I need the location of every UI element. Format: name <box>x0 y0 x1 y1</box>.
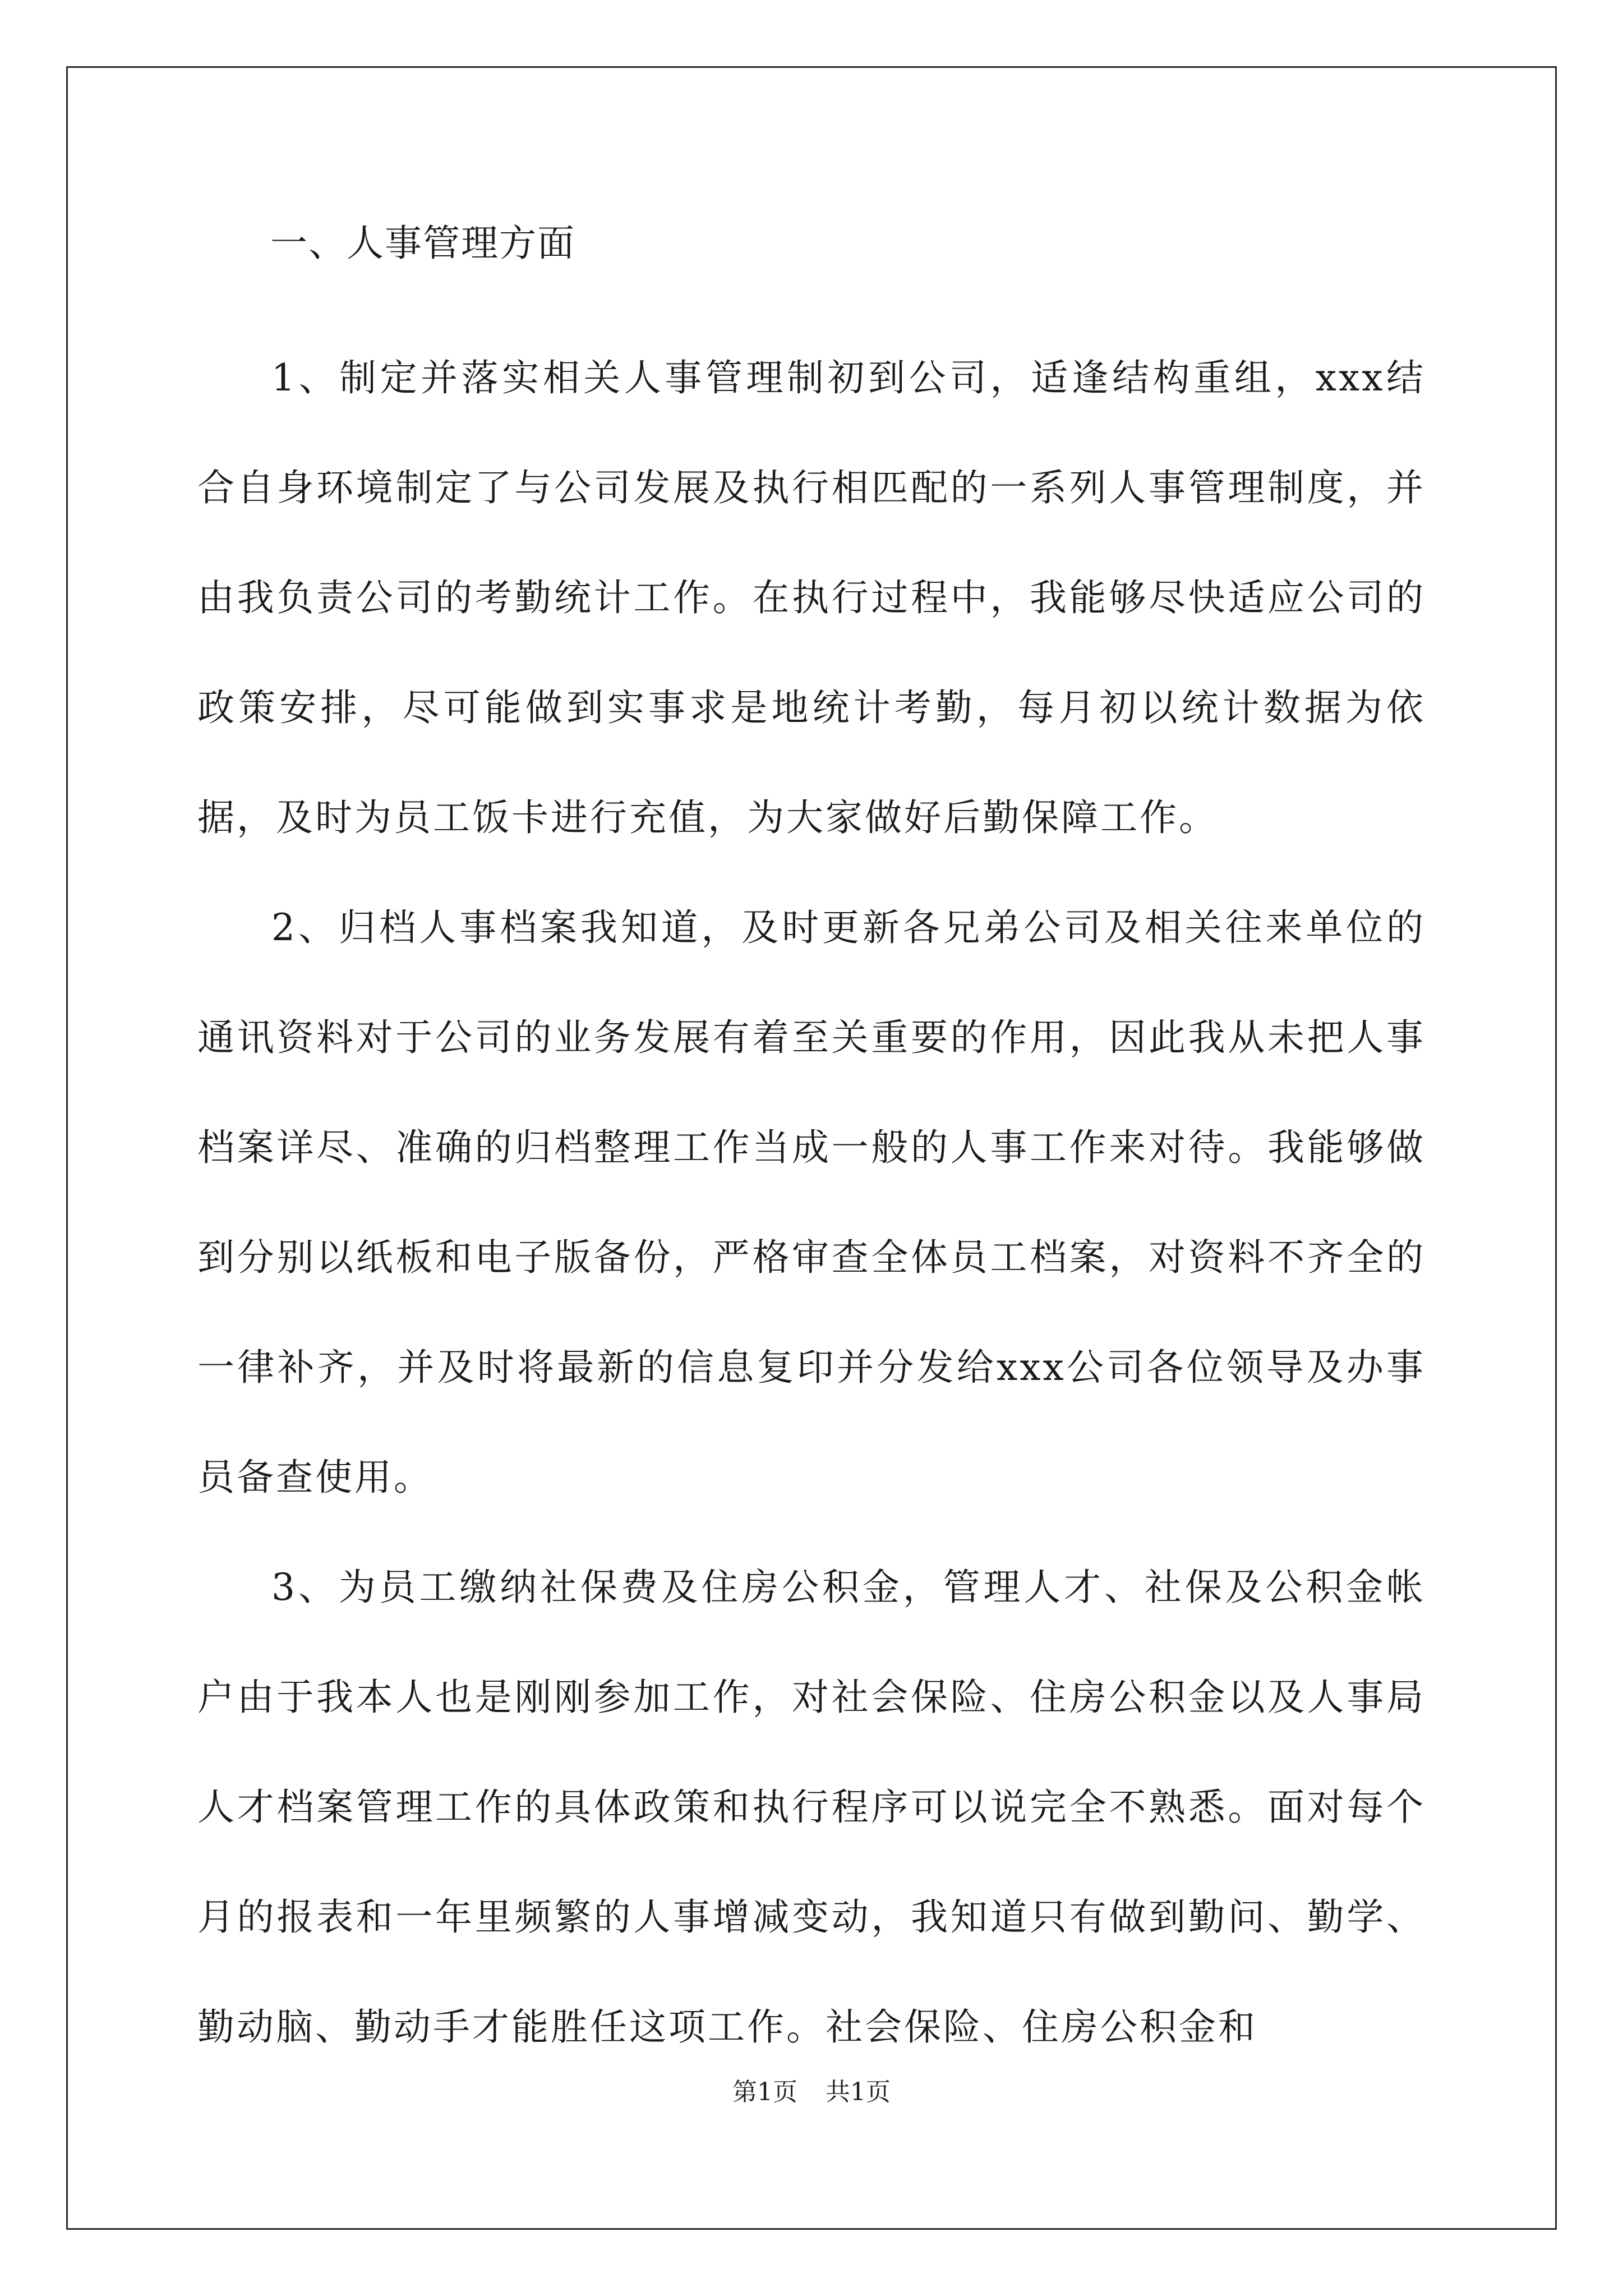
page-footer <box>0 2076 1623 2109</box>
section-heading: 一、人事管理方面 <box>270 222 575 265</box>
paragraph-1: 1、制定并落实相关人事管理制初到公司，适逢结构重组，xxx结合自身环境制定了与公司发展及执行相匹配的一系列人事管理制度，并由我负责公司的考勤统计工作。在执行过程中，我能够尽快适应公司的政策安排，尽可能做到实事求是地统计考勤，每月初以统计数据为依据，及时为员工饭卡进行充值，为大家做好后勤保障工作。 <box>197 356 1426 839</box>
paragraph-2: 2、归档人事档案我知道，及时更新各兄弟公司及相关往来单位的通讯资料对于公司的业务发展有着至关重要的作用，因此我从未把人事档案详尽、准确的归档整理工作当成一般的人事工作来对待。我能够做到分别以纸板和电子版备份，严格审查全体员工档案，对资料不齐全的一律补齐，并及时将最新的信息复印并分发给xxx公司各位领导及办事员备查使用。 <box>197 906 1426 1499</box>
document-body <box>197 215 1426 2082</box>
page-number: 第1页 <box>732 2078 797 2106</box>
paragraph-3: 3、为员工缴纳社保费及住房公积金，管理人才、社保及公积金帐户由于我本人也是刚刚参加工作，对社会保险、住房公积金以及人事局人才档案管理工作的具体政策和执行程序可以说完全不熟悉。面对每个月的报表和一年里频繁的人事增减变动，我知道只有做到勤问、勤学、勤动脑、勤动手才能胜任这项工作。社会保险、住房公积金和 <box>197 1566 1426 2049</box>
page-total: 共1页 <box>826 2078 891 2106</box>
